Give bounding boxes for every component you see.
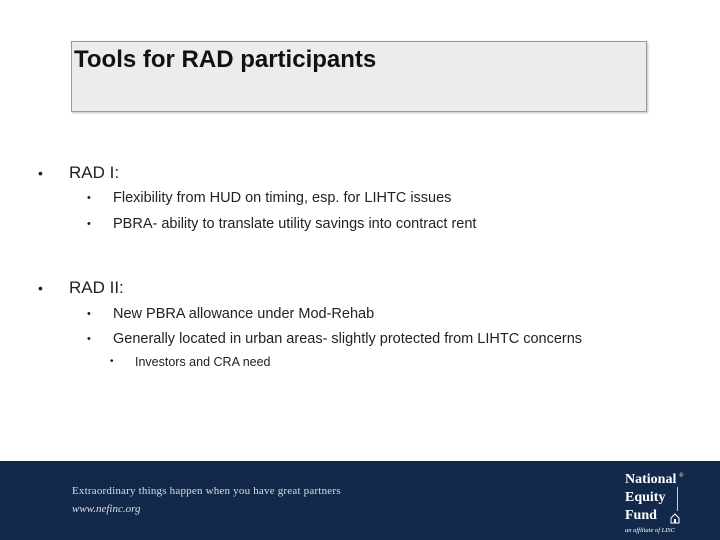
footer-website-link[interactable]: www.nefinc.org: [72, 503, 141, 515]
house-icon: [670, 513, 680, 524]
bullet-dot: •: [38, 280, 43, 296]
footer-tagline: Extraordinary things happen when you have great partners: [72, 485, 341, 497]
nef-logo: [622, 471, 684, 535]
logo-divider: [677, 487, 682, 511]
sub-list-item: Investors and CRA need: [135, 355, 271, 369]
logo-affiliate-text: an affiliate of LISC: [625, 527, 676, 534]
section-heading-rad-2: RAD II:: [69, 278, 124, 297]
title-box: [71, 41, 647, 112]
logo-line-equity: Equity: [625, 490, 666, 505]
footer-banner: [0, 461, 720, 540]
list-item: PBRA- ability to translate utility savings into contract rent: [113, 216, 477, 232]
bullet-dot: •: [87, 192, 91, 204]
section-heading-rad-1: RAD I:: [69, 163, 120, 182]
logo-trademark: ®: [679, 473, 684, 479]
logo-line-national: National: [625, 472, 677, 487]
bullet-dot: •: [38, 165, 43, 181]
bullet-dot: •: [87, 333, 91, 345]
slide-title: Tools for RAD participants: [74, 46, 377, 73]
list-item: New PBRA allowance under Mod-Rehab: [113, 306, 375, 322]
list-item: Flexibility from HUD on timing, esp. for LIHTC issues: [113, 190, 452, 206]
list-item: Generally located in urban areas- slightly protected from LIHTC concerns: [113, 331, 583, 347]
bullet-dot: •: [87, 308, 91, 320]
bullet-dot: •: [110, 356, 114, 367]
logo-line-fund: Fund: [625, 508, 657, 523]
bullet-dot: •: [87, 218, 91, 230]
